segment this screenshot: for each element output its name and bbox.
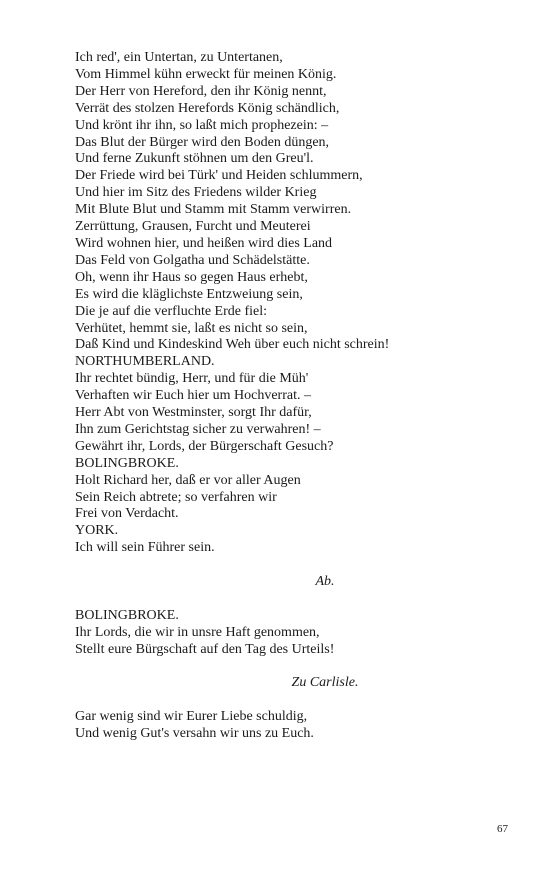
verse-line: Gewährt ihr, Lords, der Bürgerschaft Gesuch? — [75, 438, 334, 454]
speaker-name: BOLINGBROKE. — [75, 607, 179, 623]
verse-block-1 — [75, 50, 515, 557]
verse-line: Verrät des stolzen Herefords König schändlich, — [75, 100, 340, 116]
verse-line: Ich will sein Führer sein. — [75, 540, 215, 556]
verse-line: Sein Reich abtrete; so verfahren wir — [75, 489, 277, 505]
verse-line: Verhaften wir Euch hier um Hochverrat. – — [75, 388, 311, 404]
verse-block-3 — [75, 709, 515, 743]
verse-line: Daß Kind und Kindeskind Weh über euch nicht schrein! — [75, 337, 390, 353]
verse-line: Mit Blute Blut und Stamm mit Stamm verwirren. — [75, 202, 352, 218]
verse-line: Wird wohnen hier, und heißen wird dies Land — [75, 235, 333, 251]
verse-block-2 — [75, 608, 515, 659]
verse-line: Das Blut der Bürger wird den Boden düngen, — [75, 134, 330, 150]
verse-line: Der Friede wird bei Türk' und Heiden schlummern, — [75, 168, 363, 184]
speaker-name: NORTHUMBERLAND. — [75, 354, 215, 370]
verse-line: Holt Richard her, daß er vor aller Augen — [75, 472, 301, 488]
verse-line: Ihr Lords, die wir in unsre Haft genommen, — [75, 624, 320, 640]
verse-line: Herr Abt von Westminster, sorgt Ihr dafür, — [75, 405, 312, 421]
verse-line: Ihn zum Gerichtstag sicher zu verwahren! – — [75, 421, 321, 437]
verse-line: Und ferne Zukunft stöhnen um den Greu'l. — [75, 151, 314, 167]
verse-line: Das Feld von Golgatha und Schädelstätte. — [75, 252, 310, 268]
verse-line: Gar wenig sind wir Eurer Liebe schuldig, — [75, 709, 308, 725]
verse-line: Und wenig Gut's versahn wir uns zu Euch. — [75, 726, 314, 742]
verse-line: Ich red', ein Untertan, zu Untertanen, — [75, 50, 283, 65]
verse-line: Frei von Verdacht. — [75, 506, 179, 522]
page-number: 67 — [497, 823, 508, 835]
verse-line: Der Herr von Hereford, den ihr König nennt, — [75, 83, 327, 99]
verse-line: Stellt eure Bürgschaft auf den Tag des Urteils! — [75, 641, 335, 657]
verse-line: Oh, wenn ihr Haus so gegen Haus erhebt, — [75, 269, 308, 285]
verse-line: Und hier im Sitz des Friedens wilder Krieg — [75, 185, 317, 201]
stage-direction-to-carlisle: Zu Carlisle. — [291, 675, 359, 691]
verse-line: Und krönt ihr ihn, so laßt mich prophezein: – — [75, 117, 329, 133]
verse-line: Ihr rechtet bündig, Herr, und für die Müh' — [75, 371, 309, 387]
verse-line: Zerrüttung, Grausen, Furcht und Meuterei — [75, 219, 311, 235]
verse-line: Die je auf die verfluchte Erde fiel: — [75, 303, 268, 319]
verse-line: Es wird die kläglichste Entzweiung sein, — [75, 286, 303, 302]
verse-line: Vom Himmel kühn erweckt für meinen König. — [75, 66, 337, 82]
stage-direction-exit: Ab. — [315, 574, 335, 590]
speaker-name: YORK. — [75, 523, 119, 539]
page-body — [75, 50, 515, 743]
verse-line: Verhütet, hemmt sie, laßt es nicht so sein, — [75, 320, 308, 336]
speaker-name: BOLINGBROKE. — [75, 455, 179, 471]
